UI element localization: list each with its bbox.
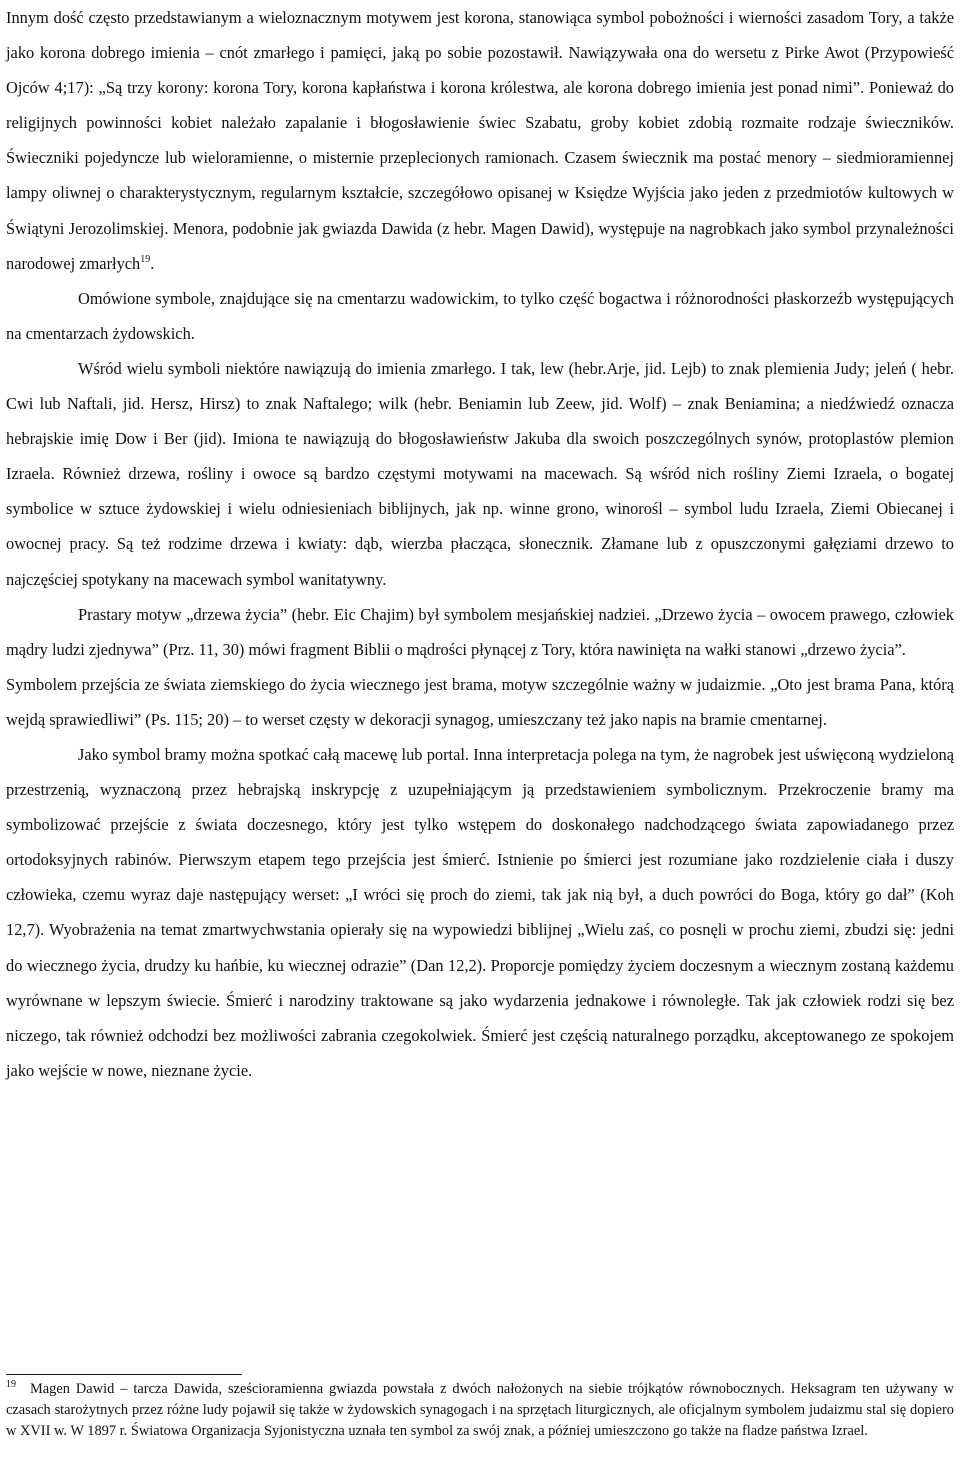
footnote xyxy=(6,1379,954,1442)
footnote-number: 19 xyxy=(6,1379,16,1390)
document-body xyxy=(6,0,954,1088)
paragraph-tree-of-life: Prastary motyw „drzewa życia” (hebr. Eic Chajim) był symbolem mesjańskiej nadziei. „Drzewo życia – owocem prawego, człowiek mądry ludzi zjednywa” (Prz. 11, 30) mówi fragment Biblii o mądrości płynącej z Tory, która nawinięta na wałki stanowi „drzewo życia”. xyxy=(6,604,954,659)
footnote-divider xyxy=(6,1374,242,1375)
paragraph-crown-menorah: Innym dość często przedstawianym a wieloznacznym motywem jest korona, stanowiąca symbol pobożności i wierności zasadom Tory, a także jako korona dobrego imienia – cnót zmarłego i pamięci, jaką po sobie pozostawił. Nawiązywała ona do wersetu z Pirke Awot (Przypowieść Ojców 4;17): „Są trzy korony: korona Tory, korona kapłaństwa i korona królestwa, ale korona dobrego imienia jest ponad nimi”. Ponieważ do religijnych powinności kobiet należało zapalanie i błogosławienie świec Szabatu, groby kobiet zdobią rozmaite rodzaje świeczników. Świeczniki pojedyncze lub wieloramienne, o misternie przeplecionych ramionach. Czasem świecznik ma postać menory – siedmioramiennej lampy oliwnej o charakterystycznym, regularnym kształcie, szczegółowo opisanej w Księdze Wyjścia jako jeden z przedmiotów kultowych w Świątyni Jerozolimskiej. Menora, podobnie jak gwiazda Dawida (z hebr. Magen Dawid), występuje na nagrobkach jako symbol przynależności narodowej zmarłych$^{19}$. xyxy=(6,8,954,273)
paragraph-name-symbols: Wśród wielu symboli niektóre nawiązują do imienia zmarłego. I tak, lew (hebr.Arje, jid. Lejb) to znak plemienia Judy; jeleń ( hebr. Cwi lub Naftali, jid. Hersz, Hirsz) to znak Naftalego; wilk (hebr. Beniamin lub Zeew, jid. Wolf) – znak Beniamina; a niedźwiedź oznacza hebrajskie imię Dow i Ber (jid). Imiona te nawiązują do błogosławieństw Jakuba dla swoich poszczególnych synów, protoplastów plemion Izraela. Również drzewa, rośliny i owoce są bardzo częstymi motywami na macewach. Są wśród nich rośliny Ziemi Izraela, o bogatej symbolice w sztuce żydowskiej i wielu odniesieniach biblijnych, jak np. winne grono, winorośl – symbol ludu Izraela, Ziemi Obiecanej i owocnej pracy. Są też rodzime drzewa i kwiaty: dąb, wierzba płacząca, słonecznik. Złamane lub z opuszczonymi gałęziami drzewo to najczęściej spotykany na macewach symbol wanitatywny. xyxy=(6,358,954,589)
paragraph-symbols-summary: Omówione symbole, znajdujące się na cmentarzu wadowickim, to tylko część bogactwa i różnorodności płaskorzeźb występujących na cmentarzach żydowskich. xyxy=(6,288,954,343)
footnote-reference: 19 xyxy=(140,253,151,265)
footnote-text: Magen Dawid – tarcza Dawida, sześcioramienna gwiazda powstała z dwóch nałożonych na siebie trójkątów równobocznych. Heksagram ten używany w czasach starożytnych przez różne ludy pojawił się także w żydowskich synagogach i na sprzętach liturgicznych, ale oficjalnym symbolem judaizmu stal się dopiero w XVII w. W 1897 r. Światowa Organizacja Syjonistyczna uznała ten symbol za swój znak, a później umieszczono go także na fladze państwa Izrael. xyxy=(6,1381,954,1439)
paragraph-text: Innym dość często przedstawianym a wieloznacznym motywem jest korona, stanowiąca symbol pobożności i wierności zasadom Tory, a także jako korona dobrego imienia – cnót zmarłego i pamięci, jaką po sobie pozostawił. Nawiązywała ona do wersetu z Pirke Awot (Przypowieść Ojców 4;17): „Są trzy korony: korona Tory, korona kapłaństwa i korona królestwa, ale korona dobrego imienia jest ponad nimi”. Ponieważ do religijnych powinności kobiet należało zapalanie i błogosławienie świec Szabatu, groby kobiet zdobią rozmaite rodzaje świeczników. Świeczniki pojedyncze lub wieloramienne, o misternie przeplecionych ramionach. Czasem świecznik ma postać menory – siedmioramiennej lampy oliwnej o charakterystycznym, regularnym kształcie, szczegółowo opisanej w Księdze Wyjścia jako jeden z przedmiotów kultowych w Świątyni Jerozolimskiej. Menora, podobnie jak gwiazda Dawida (z hebr. Magen Dawid), występuje na nagrobkach jako symbol przynależności narodowej zmarłych xyxy=(6,8,954,273)
paragraph-gate-interpretation: Jako symbol bramy można spotkać całą macewę lub portal. Inna interpretacja polega na tym, że nagrobek jest uświęconą wydzieloną przestrzenią, wyznaczoną przez hebrajską inskrypcję z uzupełniającym ją przedstawieniem symbolicznym. Przekroczenie bramy ma symbolizować przejście z świata doczesnego, który jest tylko wstępem do doskonałego nadchodzącego świata zapowiadanego przez ortodoksyjnych rabinów. Pierwszym etapem tego przejścia jest śmierć. Istnienie po śmierci jest rozumiane jako rozdzielenie ciała i duszy człowieka, czemu wyraz daje następujący werset: „I wróci się proch do ziemi, tak jak nią był, a duch powróci do Boga, który go dał” (Koh 12,7). Wyobrażenia na temat zmartwychwstania opierały się na wypowiedzi biblijnej „Wielu zaś, co posnęli w prochu ziemi, zbudzi się: jedni do wiecznego życia, drudzy ku hańbie, ku wiecznej odrazie” (Dan 12,2). Proporcje pomiędzy życiem doczesnym a wiecznym zostaną każdemu wyrównane w lepszym świecie. Śmierć i narodziny traktowane są jako wydarzenia jednakowe i równoległe. Tak jak człowiek rodzi się bez niczego, tak również odchodzi bez możliwości zabrania czegokolwiek. Śmierć jest częścią naturalnego porządku, akceptowanego ze spokojem jako wejście w nowe, nieznane życie. xyxy=(6,744,954,1080)
paragraph-gate-symbol: Symbolem przejścia ze świata ziemskiego do życia wiecznego jest brama, motyw szczególnie ważny w judaizmie. „Oto jest brama Pana, którą wejdą sprawiedliwi” (Ps. 115; 20) – to werset częsty w dekoracji synagog, umieszczany też jako napis na bramie cmentarnej. xyxy=(6,674,954,729)
